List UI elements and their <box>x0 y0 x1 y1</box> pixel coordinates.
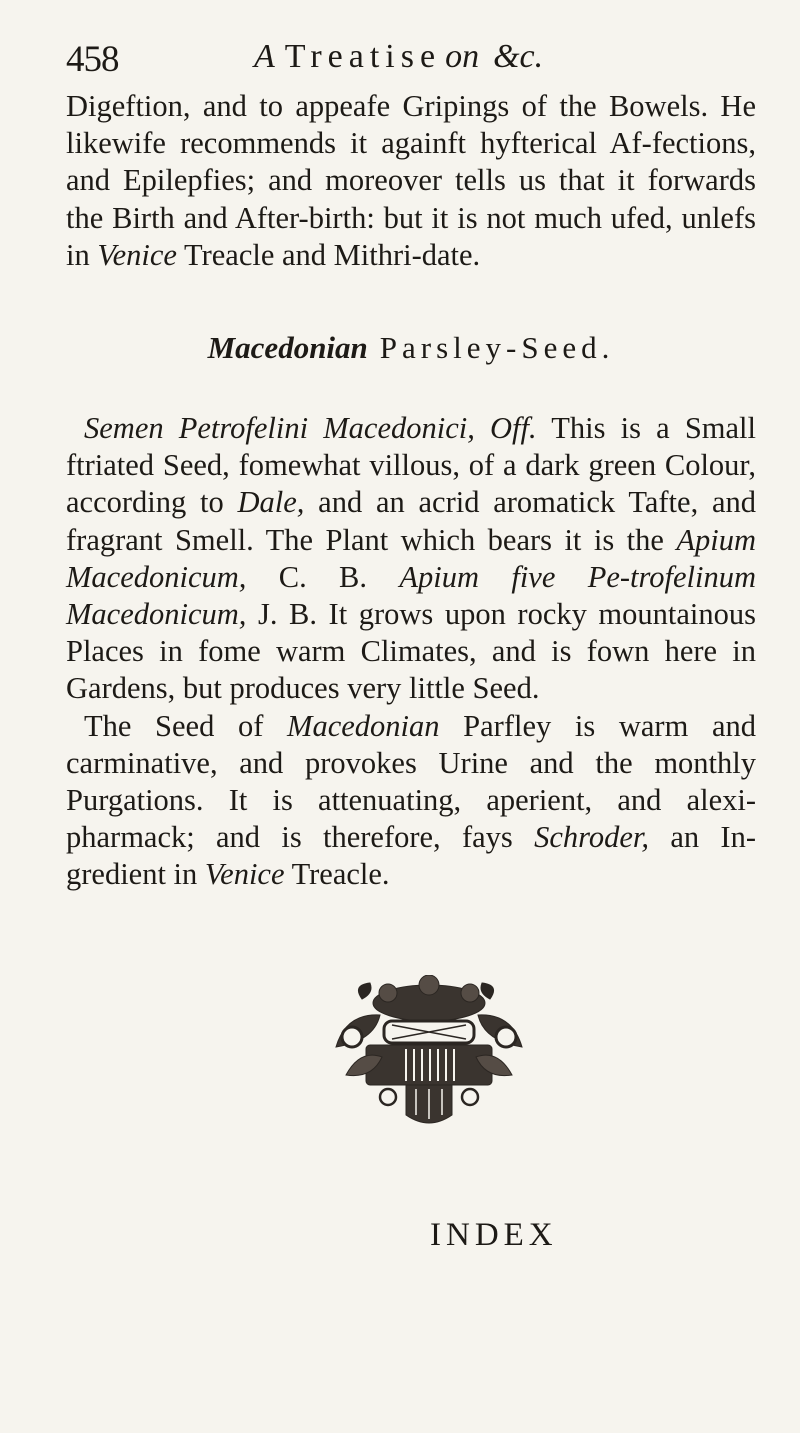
place-name-italic: Venice <box>97 237 177 272</box>
paragraph-text: C. B. <box>246 559 400 594</box>
running-head-article: A <box>254 38 275 75</box>
section-heading-caps: Parsley-Seed. <box>379 330 615 365</box>
paragraph-text: Digeftion, and to appeafe Gripings of the Bowels. He likewife recommends it againft hyfterical Af-fections, and Epilepfies; and moreover tells us that it forwards the Birth and After-birth: but it is not much ufed, unlefs in <box>66 89 756 272</box>
adjective-italic: Macedonian <box>287 708 440 743</box>
paragraph-text: The Seed of <box>84 708 288 743</box>
latin-name-italic: Semen Petrofelini Macedonici, Off. <box>84 411 537 445</box>
section-heading <box>66 330 756 366</box>
paragraph-text: and an acrid aromatick Tafte, and fragrant Smell. The Plant which bears it is the <box>66 485 756 557</box>
running-head <box>254 38 543 76</box>
running-head-title: Treatise <box>284 38 442 75</box>
paragraph-text: Treacle and Mithri-date. <box>176 237 481 272</box>
running-header <box>66 38 756 88</box>
paragraph-description <box>66 410 756 894</box>
latin-name-italic: Apium Macedonicum, <box>66 522 756 594</box>
basket-of-flowers-ornament-icon <box>322 975 536 1135</box>
latin-name-italic: Apium five Pe-trofelinum Macedonicum, <box>66 559 756 632</box>
running-head-etc: &c. <box>493 38 544 75</box>
paragraph-text: an In-gredient in <box>66 820 757 892</box>
paragraph-text: This is a Small ftriated Seed, fomewhat villous, of a dark green Colour, according to <box>66 411 756 520</box>
paragraph-text: J. B. It grows upon rocky mountainous Places in fome warm Climates, and is fown here in Gardens, but produces very little Seed. <box>66 597 756 706</box>
author-name-italic: Schroder, <box>534 820 650 855</box>
page-number: 458 <box>66 39 119 80</box>
paragraph-text: Parfley is warm and carminative, and provokes Urine and the monthly Purgations. It is attenuating, aperient, and alexi-pharmack; and is therefore, fays <box>66 708 756 855</box>
place-name-italic: Venice <box>204 857 285 892</box>
section-heading-italic: Macedonian <box>207 330 368 365</box>
author-name-italic: Dale, <box>237 485 305 520</box>
running-head-on: on <box>445 38 480 75</box>
paragraph-continuation <box>66 88 756 274</box>
paragraph-text: Treacle. <box>284 857 390 892</box>
catchword: INDEX <box>430 1217 558 1253</box>
